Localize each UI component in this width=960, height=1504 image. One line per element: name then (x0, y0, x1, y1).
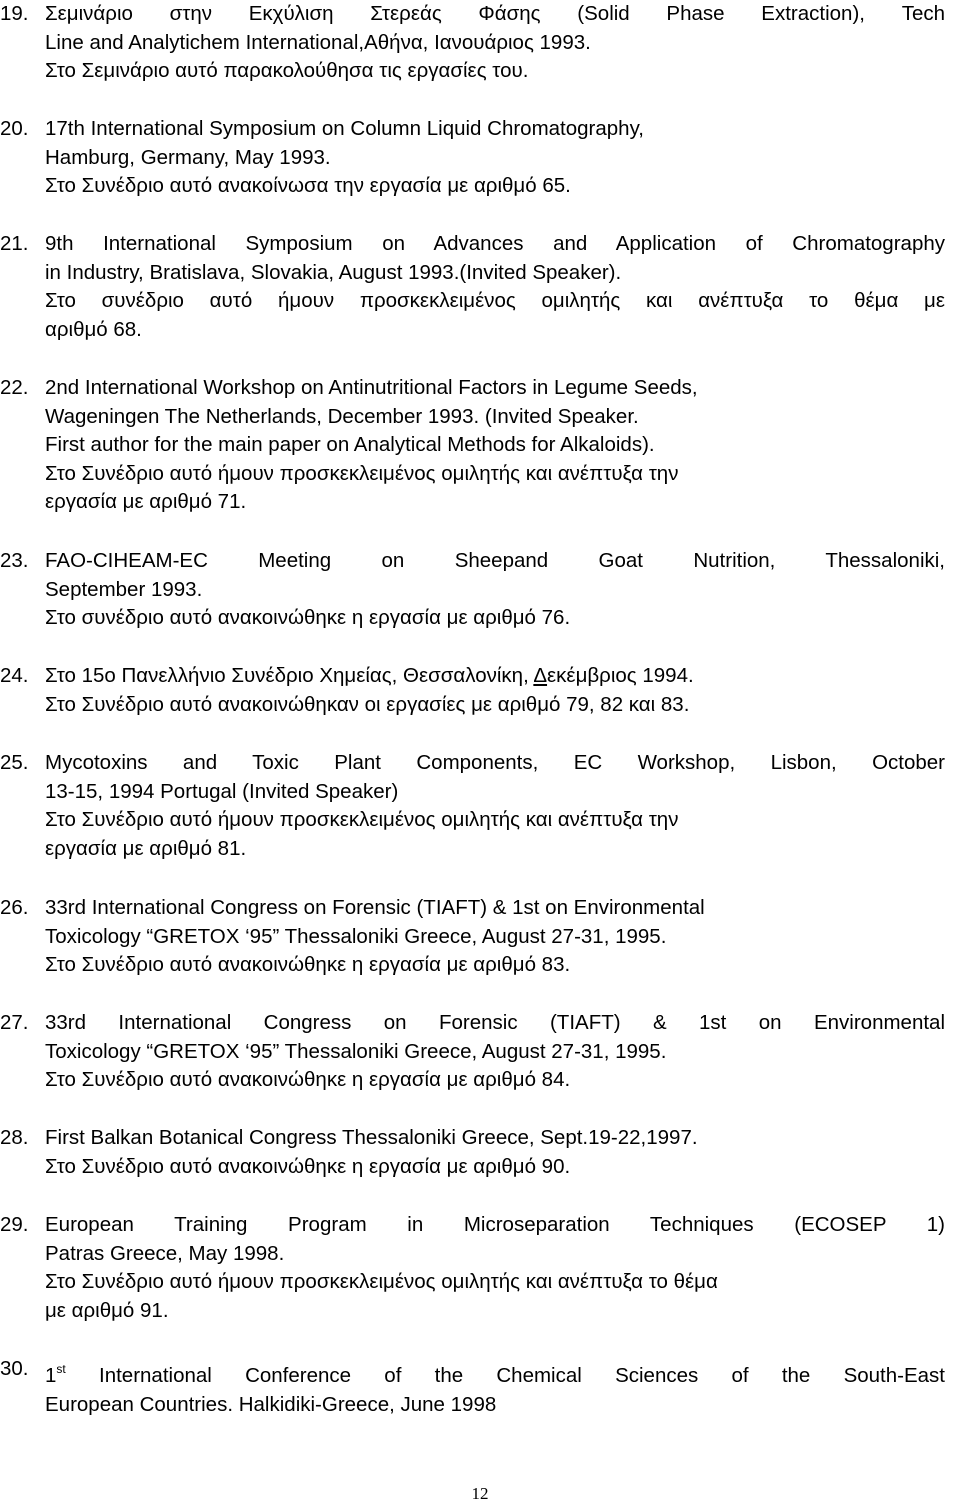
text-line: αριθμό 68. (45, 317, 142, 341)
text-line: Hamburg, Germany, May 1993. (45, 145, 331, 169)
text-segment: εκέμβριος 1994. (547, 664, 694, 687)
text-line: Σεμινάριο στην Εκχύλιση Στερεάς Φάσης (Solid Phase Extraction), Tech (45, 2, 945, 25)
item-number: 30. (0, 1357, 29, 1380)
text-line: First author for the main paper on Analytical Methods for Alkaloids). (45, 433, 655, 457)
text-line: European Countries. Halkidiki-Greece, June 1998 (45, 1392, 497, 1416)
text-line: 2nd International Workshop on Antinutritional Factors in Legume Seeds, (45, 376, 698, 399)
text-line: εργασία με αριθμό 71. (45, 490, 247, 514)
item-number: 26. (0, 896, 29, 919)
text-segment: Στο 15ο Πανελλήνιο Συνέδριο Χημείας, Θεσσαλονίκη, (45, 664, 534, 687)
text-line: FAO-CIHEAM-EC Meeting on Sheepand Goat Nutrition, Thessaloniki, (45, 549, 945, 572)
text-line: Στο Συνέδριο αυτό ανακοινώθηκαν οι εργασίες με αριθμό 79, 82 και 83. (45, 692, 690, 716)
page-number: 12 (471, 1484, 489, 1503)
item-number: 25. (0, 751, 29, 774)
item-number: 21. (0, 232, 29, 255)
text-line: Στο Συνέδριο αυτό ανακοινώθηκε η εργασία με αριθμό 83. (45, 953, 571, 977)
item-number: 24. (0, 664, 29, 687)
item-number: 20. (0, 117, 29, 140)
text-line: European Training Program in Microseparation Techniques (ECOSEP 1) (45, 1213, 945, 1236)
text-line: Wageningen The Netherlands, December 1993. (Invited Speaker. (45, 404, 639, 428)
ordinal-number: 1 (45, 1364, 57, 1387)
text-line: 13-15, 1994 Portugal (Invited Speaker) (45, 779, 399, 803)
underlined-letter: Δ (533, 664, 548, 687)
text-line: Στο Συνέδριο αυτό ανακοινώθηκε η εργασία με αριθμό 90. (45, 1154, 571, 1178)
item-number: 22. (0, 376, 29, 399)
list-item (0, 1355, 945, 1419)
list-item (0, 1211, 945, 1325)
text-line: 33rd International Congress on Forensic (TIAFT) & 1st on Environmental (45, 1011, 945, 1034)
list-item (0, 1009, 945, 1095)
text-line: Στο συνέδριο αυτό ήμουν προσκεκλειμένος ομιλητής και ανέπτυξα το θέμα με (45, 289, 945, 313)
text-line: 33rd International Congress on Forensic (TIAFT) & 1st on Environmental (45, 896, 705, 919)
item-number: 19. (0, 2, 29, 25)
text-line: με αριθμό 91. (45, 1298, 169, 1322)
text-line: 17th International Symposium on Column Liquid Chromatography, (45, 117, 645, 140)
text-line: Στο Συνέδριο αυτό ανακοίνωσα την εργασία με αριθμό 65. (45, 174, 571, 198)
list-item (0, 749, 945, 863)
text-line: Toxicology “GRETOX ‘95” Thessaloniki Greece, August 27-31, 1995. (45, 1039, 667, 1063)
list-item (0, 662, 945, 719)
text-line (0, 1355, 945, 1391)
text-line: in Industry, Bratislava, Slovakia, August 1993.(Invited Speaker). (45, 260, 622, 284)
item-number: 27. (0, 1011, 29, 1034)
list-item (0, 894, 945, 980)
text-line: Toxicology “GRETOX ‘95” Thessaloniki Greece, August 27-31, 1995. (45, 924, 667, 948)
text-segment: International Conference of the Chemical Sciences of the South-East (99, 1364, 945, 1387)
text-line: Στο Συνέδριο αυτό ήμουν προσκεκλειμένος ομιλητής και ανέπτυξα την (45, 461, 679, 485)
text-line: 9th International Symposium on Advances and Application of Chromatography (45, 232, 945, 255)
text-line: September 1993. (45, 577, 203, 601)
list-item (0, 547, 945, 633)
item-number: 23. (0, 549, 29, 572)
text-line: Mycotoxins and Toxic Plant Components, EC Workshop, Lisbon, October (45, 751, 945, 774)
list-item (0, 0, 945, 86)
text-line: Στο Συνέδριο αυτό ανακοινώθηκε η εργασία με αριθμό 84. (45, 1068, 571, 1092)
ordinal-suffix: st (56, 1362, 66, 1376)
list-item (0, 230, 945, 344)
list-item (0, 1124, 945, 1181)
text-line: Patras Greece, May 1998. (45, 1241, 285, 1265)
item-number: 29. (0, 1213, 29, 1236)
text-line: Στο συνέδριο αυτό ανακοινώθηκε η εργασία με αριθμό 76. (45, 606, 571, 630)
item-number: 28. (0, 1126, 29, 1149)
text-line: First Balkan Botanical Congress Thessaloniki Greece, Sept.19-22,1997. (45, 1126, 698, 1149)
list-item (0, 115, 945, 201)
text-line: Line and Analytichem International,Αθήνα, Ιανουάριος 1993. (45, 30, 591, 54)
list-item (0, 374, 945, 517)
text-line: Στο Συνέδριο αυτό ήμουν προσκεκλειμένος ομιλητής και ανέπτυξα την (45, 808, 679, 832)
text-line: Στο Σεμινάριο αυτό παρακολούθησα τις εργασίες του. (45, 59, 529, 83)
text-line: Στο Συνέδριο αυτό ήμουν προσκεκλειμένος ομιλητής και ανέπτυξα το θέμα (45, 1270, 718, 1294)
text-line: εργασία με αριθμό 81. (45, 836, 247, 860)
text-line (0, 662, 945, 691)
